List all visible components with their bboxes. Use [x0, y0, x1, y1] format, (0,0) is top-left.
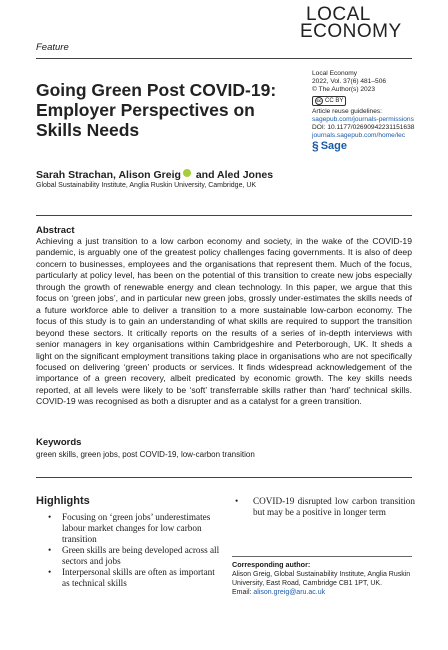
journal-logo — [300, 6, 420, 40]
correspondence-details — [232, 570, 417, 597]
highlights-divider — [36, 477, 412, 478]
volume-info: 2022, Vol. 37(6) 481–506 — [312, 78, 387, 86]
reuse-link[interactable]: sagepub.com/journals-permissions — [312, 115, 414, 123]
cc-icon: cc — [316, 97, 322, 103]
highlights-list — [48, 512, 220, 589]
journal-logo-line2: ECONOMY — [300, 21, 402, 42]
highlights-heading: Highlights — [36, 495, 90, 507]
orcid-icon[interactable] — [183, 169, 191, 177]
doi: DOI: 10.1177/02690942231151638 — [312, 124, 415, 132]
article-meta — [312, 70, 422, 154]
keywords-text: green skills, green jobs, post COVID-19, low-carbon transition — [36, 450, 255, 459]
correspondence-divider — [232, 556, 412, 557]
license-badge[interactable]: cc CC BY — [312, 96, 346, 106]
section-label: Feature — [36, 42, 69, 53]
highlight-item: • Focusing on ‘green jobs’ underestimates labour market changes for low carbon transition — [48, 512, 220, 545]
authors: Sarah Strachan, Alison Greig and Aled Jones — [36, 169, 274, 181]
email-label: Email: — [232, 589, 254, 596]
email-link[interactable]: alison.greig@aru.ac.uk — [253, 589, 326, 596]
highlight-item: • Interpersonal skills are often as important as technical skills — [48, 567, 220, 589]
top-divider — [36, 58, 412, 59]
copyright: © The Author(s) 2023 — [312, 86, 376, 94]
correspondence-heading: Corresponding author: — [232, 560, 311, 569]
journal-logo-line1: LOCAL — [306, 4, 371, 25]
highlight-item: • COVID-19 disrupted low carbon transition but may be a positive in longer term — [235, 496, 415, 518]
correspondence-address: Alison Greig, Global Sustainability Institute, Anglia Ruskin University, East Road, Cambridge CB1 1PT, UK. — [232, 571, 411, 587]
journal-name: Local Economy — [312, 70, 358, 77]
journal-link[interactable]: journals.sagepub.com/home/lec — [312, 132, 406, 140]
abstract-text: Achieving a just transition to a low carbon economy and society, in the wake of the COVID-19 pandemic, is arguably one of the greatest policy challenges facing governments. It is also of deep concern to businesses, employees and the organisations that represent them. Much of the focus, particularly at policy level, has been on the potential of this transition to create new jobs especially through the growth of renewable energy and clean technology. In this paper, we argue that this focus on ‘green jobs’, and in particular new green jobs, grossly under-estimates the skills needs of a future workforce able to deliver a transition to a more sustainable low-carbon economy. The focus of this study is to gain an understanding of what skills are required to support the transition beyond these sectors. It critically reports on the results of a series of in-depth interviews with senior managers in key organisations within Cambridgeshire and Peterborough, UK. It sheds a light on the significant employment transitions taking place in organisations who are not specifically focused on delivering ‘green’ products or services. It finds widespread acknowledgement of the importance of a green recovery, albeit predicated by economic growth. The key skills needs reported, at all levels were likely to be ‘soft’ transferrable skills rather than ‘hard’ technical skills. COVID-19 was recognised as both a disrupter and as a catalyst for a green transition. — [36, 236, 412, 407]
reuse-label: Article reuse guidelines: — [312, 107, 383, 115]
abstract-divider — [36, 215, 412, 216]
abstract-heading: Abstract — [36, 225, 75, 236]
highlight-item: • Green skills are being developed across all sectors and jobs — [48, 545, 220, 567]
publisher-logo: § Sage — [312, 139, 347, 154]
highlights-list-continued — [235, 496, 415, 518]
keywords-heading: Keywords — [36, 437, 82, 448]
affiliation: Global Sustainability Institute, Anglia Ruskin University, Cambridge, UK — [36, 182, 257, 189]
sage-icon: § — [312, 139, 319, 154]
article-title: Going Green Post COVID-19: Employer Perspectives on Skills Needs — [36, 80, 277, 140]
